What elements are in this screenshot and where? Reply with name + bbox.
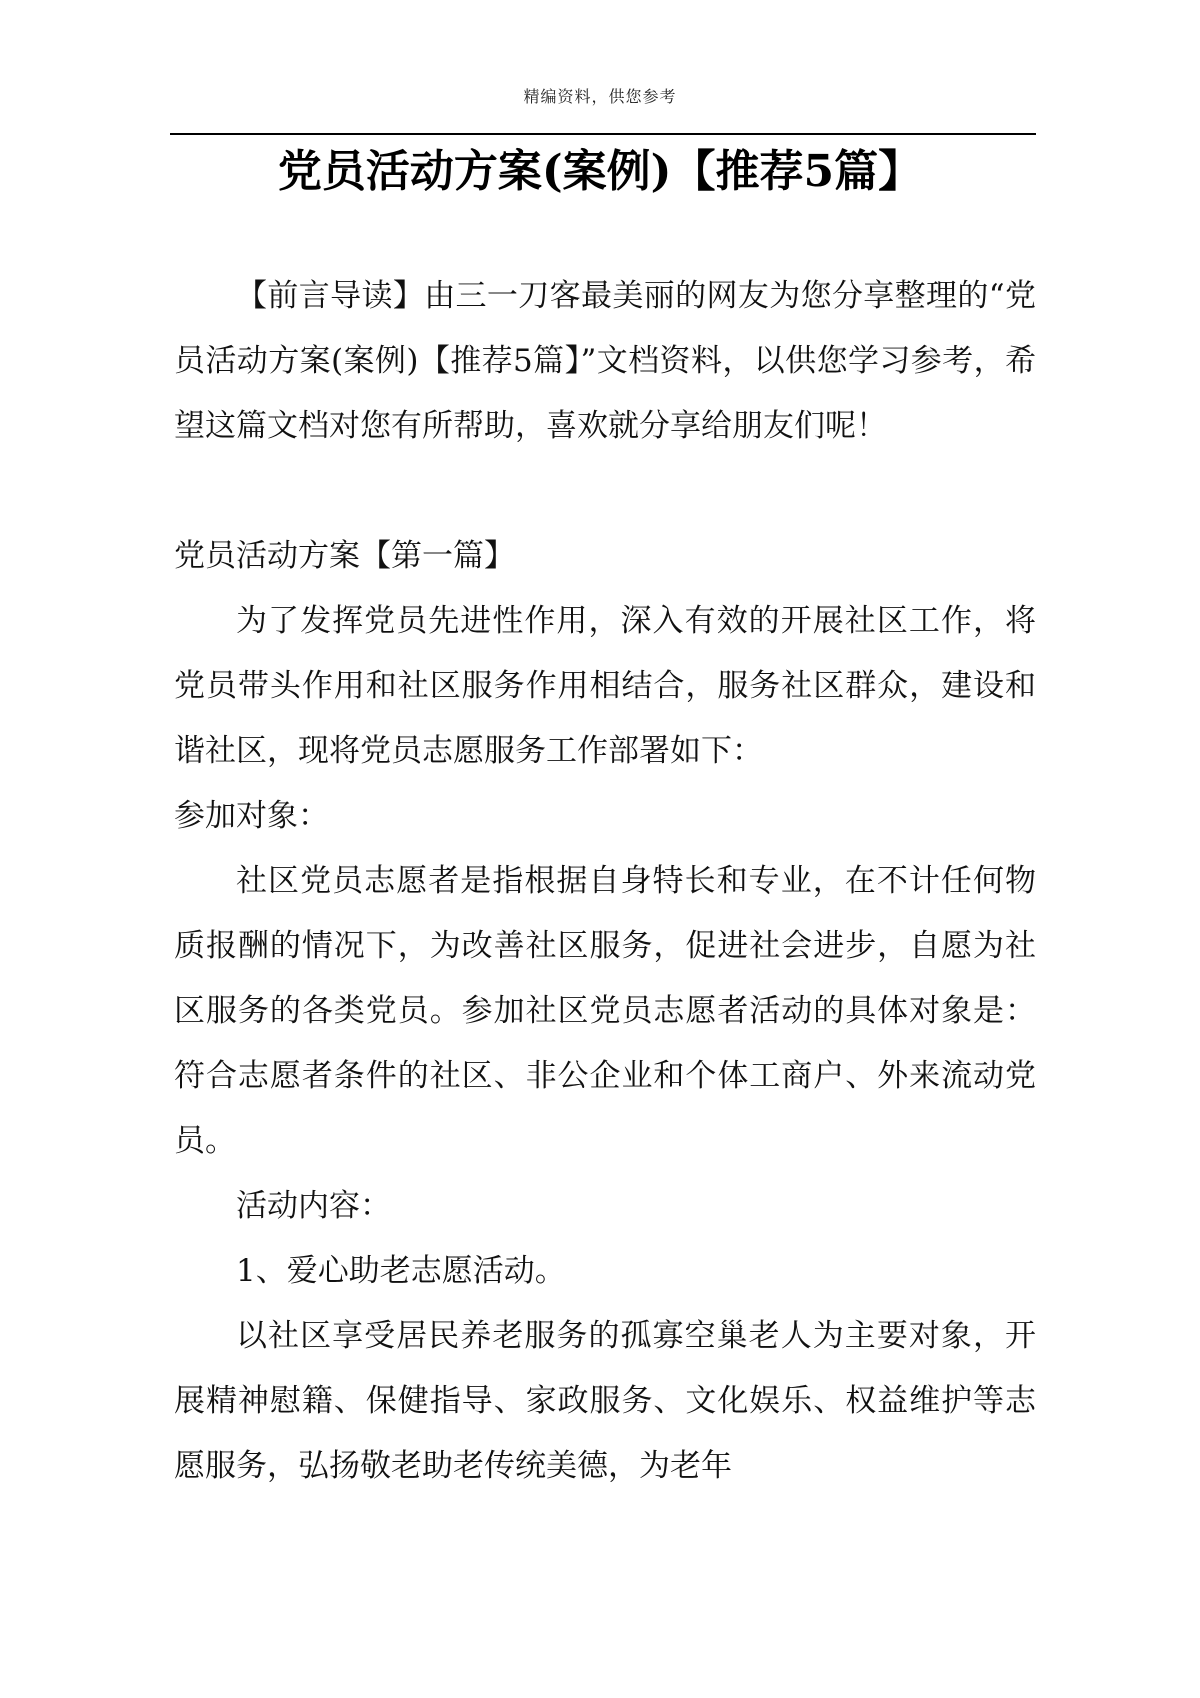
participants-label: 参加对象：	[174, 798, 329, 834]
document-title: 党员活动方案(案例)【推荐5篇】	[277, 146, 923, 197]
participants-paragraph: 社区党员志愿者是指根据自身特长和专业，在不计任何物质报酬的情况下，为改善社区服务，促进社会进步，自愿为社区服务的各类党员。参加社区党员志愿者活动的具体对象是：符合志愿者条件的社区、非公企业和个体工商户、外来流动党员。	[174, 863, 1036, 1159]
item1-paragraph: 以社区享受居民养老服务的孤寡空巢老人为主要对象，开展精神慰籍、保健指导、家政服务、文化娱乐、权益维护等志愿服务，弘扬敬老助老传统美德，为老年	[174, 1318, 1036, 1484]
section-heading: 党员活动方案【第一篇】	[174, 538, 515, 574]
intro-paragraph: 为了发挥党员先进性作用，深入有效的开展社区工作，将党员带头作用和社区服务作用相结合，服务社区群众，建设和谐社区，现将党员志愿服务工作部署如下：	[174, 603, 1036, 769]
preface-paragraph: 【前言导读】由三一刀客最美丽的网友为您分享整理的“党员活动方案(案例)【推荐5篇】”文档资料，以供您学习参考，希望这篇文档对您有所帮助，喜欢就分享给朋友们呢！	[174, 278, 1036, 444]
running-header: 精编资料，供您参考	[523, 87, 677, 106]
document-body	[174, 264, 1036, 1499]
paragraph-gap	[174, 459, 1036, 524]
header-rule	[170, 133, 1036, 135]
item1-title: 1、爱心助老志愿活动。	[236, 1253, 566, 1289]
content-label: 活动内容：	[236, 1188, 391, 1224]
